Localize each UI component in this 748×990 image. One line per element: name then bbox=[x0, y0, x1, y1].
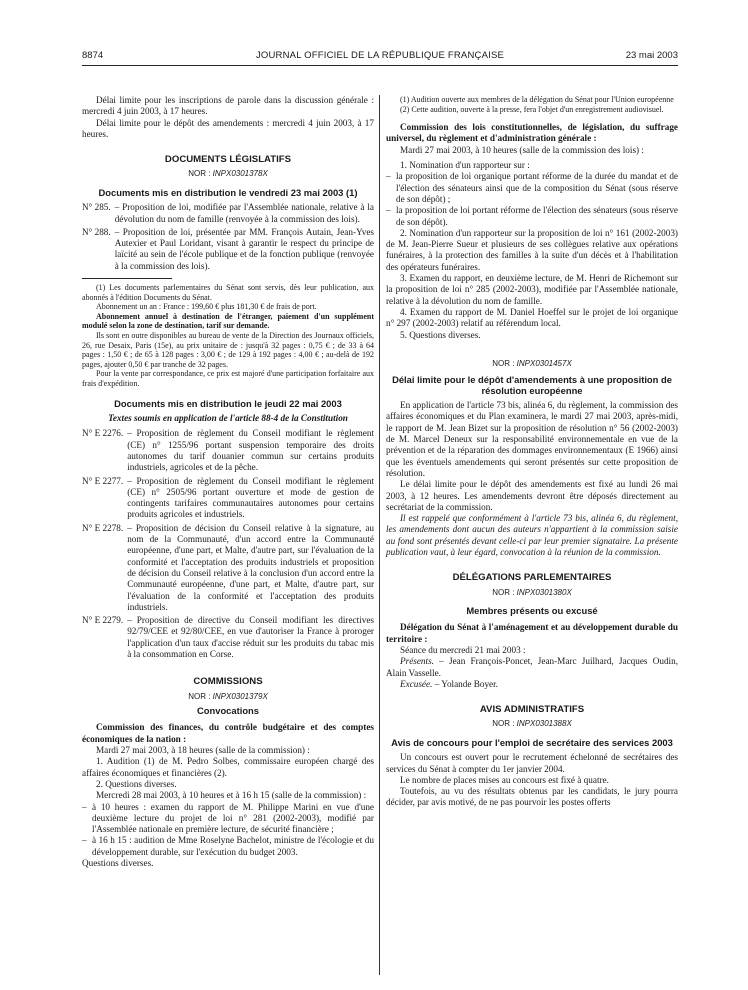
intro-paragraph: Délai limite pour le dépôt des amendements : mercredi 4 juin 2003, à 17 heures. bbox=[82, 117, 374, 139]
section-title-commissions: COMMISSIONS bbox=[193, 676, 263, 688]
convocations-title: Convocations bbox=[197, 704, 259, 716]
agenda-item: 2. Questions diverses. bbox=[96, 778, 177, 789]
distribution-subtitle: Textes soumis en application de l'article 88-4 de la Constitution bbox=[108, 413, 348, 424]
footnote: Abonnement annuel à destination de l'étranger, paiement d'un supplément modulé selon la zone de destination, tarif sur demande. bbox=[82, 311, 374, 331]
intro-paragraph: Délai limite pour les inscriptions de parole dans la discussion générale : mercredi 4 juin 2003, à 17 heures. bbox=[82, 95, 374, 117]
nor-reference: NOR : INPX0301380X bbox=[492, 587, 572, 597]
delai-title: Délai limite pour le dépôt d'amendements à une proposition de résolution européenne bbox=[392, 374, 672, 396]
agenda-item: 5. Questions diverses. bbox=[400, 329, 481, 340]
delegation-name: Délégation du Sénat à l'aménagement et au développement durable du territoire : bbox=[386, 622, 678, 644]
nor-reference: NOR : INPX0301379X bbox=[188, 691, 268, 701]
column-divider bbox=[379, 95, 380, 975]
right-column bbox=[386, 95, 678, 809]
document-item: N° E 2278. – Proposition de décision du Conseil relative à la signature, au nom de la Communauté, d'un accord entre la Communauté européenne, d'une part, et Malte, d'autre part, sur l'évaluation de la conformité et l'acceptation des produits industriels et proposition de décision du Conseil relative à la conclusion d'un accord entre la Communauté européenne, d'une part, et Malte, d'autre part, sur l'évaluation de la conformité et l'acceptation des produits industriels. bbox=[82, 522, 374, 612]
left-column bbox=[82, 95, 374, 869]
nor-reference: NOR : INPX0301378X bbox=[188, 169, 268, 179]
membres-title: Membres présents ou excusé bbox=[466, 604, 598, 616]
body-paragraph: En application de l'article 73 bis, alinéa 6, du règlement, la commission des affaires économiques et du Plan examinera, le mardi 27 mai 2003, après-midi, le rapport de M. Jean Bizet sur la proposition de résolution n° 56 (2002-2003) de M. Marcel Deneux sur la responsabilité environnementale en vue de la prévention et de la réparation des dommages environnementaux (E 1966) ainsi que les éventuels amendements qui seront présentés sur cette proposition de résolution. bbox=[386, 400, 678, 478]
agenda-dash-item: – la proposition de loi portant réforme de l'élection des sénateurs (sous réserve de son dépôt). bbox=[386, 205, 678, 227]
agenda-item: Questions diverses. bbox=[82, 857, 154, 868]
footnote: (2) Cette audition, ouverte à la presse, fera l'objet d'un enregistrement audiovisuel. bbox=[400, 104, 664, 114]
footnote: Pour la vente par correspondance, ce prix est majoré d'une participation forfaitaire aux frais d'expédition. bbox=[82, 369, 374, 388]
footnote: Abonnement un an : France : 199,60 € plus 181,30 € de frais de port. bbox=[96, 302, 317, 312]
agenda-item: 2. Nomination d'un rapporteur sur la proposition de loi n° 161 (2002-2003) de M. Jean-Pierre Sueur et plusieurs de ses collègues relative aux opérations funéraires, à la protection des familles à la suite d'un décès et à l'habilitation des opérateurs funéraires. bbox=[386, 227, 678, 272]
page-header bbox=[82, 50, 678, 64]
section-title-documents: DOCUMENTS LÉGISLATIFS bbox=[164, 154, 292, 166]
agenda-dash-item: – à 10 heures : examen du rapport de M. Philippe Marini en vue d'une deuxième lecture du projet de loi n° 281 (2002-2003), modifié par l'Assemblée nationale en première lecture, de sécurité financière ; bbox=[82, 801, 374, 835]
nor-reference: NOR : INPX0301388X bbox=[492, 719, 572, 729]
commission-name: Commission des finances, du contrôle budgétaire et des comptes économiques de la nation : bbox=[82, 722, 374, 744]
distribution-title: Documents mis en distribution le vendredi 23 mai 2003 (1) bbox=[98, 186, 358, 198]
body-paragraph: Le délai limite pour le dépôt des amendements est fixé au lundi 26 mai 2003, à 12 heures. Les amendements devront être déposés directement au secrétariat de la commission. bbox=[386, 479, 678, 512]
issue-date: 23 mai 2003 bbox=[625, 50, 678, 61]
document-item: N° 285. – Proposition de loi, modifiée par l'Assemblée nationale, relative à la dévolution du nom de famille (renvoyée à la commission des lois). bbox=[82, 202, 374, 224]
footnote: Ils sont en outre disponibles au bureau de vente de la Direction des Journaux officiels, 26, rue Desaix, Paris (15e), au prix unitaire de : jusqu'à 32 pages : 0,75 € ; de 33 à 64 pages : 1,50 € ; de 65 à 128 pages : 3,00 € ; de 129 à 192 pages : 4,00 € ; au-delà de 192 pages, ajouter 0,50 € par tranche de 32 pages. bbox=[82, 331, 374, 369]
distribution-title: Documents mis en distribution le jeudi 22 mai 2003 bbox=[114, 397, 342, 409]
footnote: (1) Les documents parlementaires du Sénat sont servis, dès leur publication, aux abonnés à l'édition Documents du Sénat. bbox=[82, 283, 374, 302]
section-title-avis: AVIS ADMINISTRATIFS bbox=[479, 704, 585, 716]
document-item: N° E 2279. – Proposition de directive du Conseil modifiant les directives 92/79/CEE et 92/80/CEE, en vue d'autoriser la France à proroger l'application d'un taux d'accise réduit sur les produits du tabac mis à la consommation en Corse. bbox=[82, 615, 374, 660]
document-item: N° E 2277. – Proposition de règlement du Conseil modifiant le règlement (CE) n° 2505/96 portant ouverture et mode de gestion de contingents tarifaires communautaires autonomes pour certains produits agricoles et industriels. bbox=[82, 475, 374, 520]
concours-title: Avis de concours pour l'emploi de secrétaire des services 2003 bbox=[391, 736, 673, 748]
document-item: N° 288. – Proposition de loi, présentée par MM. François Autain, Jean-Yves Autexier et Paul Loridant, visant à garantir le respect du principe de laïcité au sein de l'école publique et de la fonction publique (renvoyée à la commission des lois). bbox=[82, 226, 374, 271]
agenda-item: 1. Audition (1) de M. Pedro Solbes, commissaire européen chargé des affaires économiques et financières (2). bbox=[82, 756, 374, 778]
footnote: (1) Audition ouverte aux membres de la délégation du Sénat pour l'Union européenne bbox=[400, 95, 674, 104]
section-title-delegations: DÉLÉGATIONS PARLEMENTAIRES bbox=[452, 572, 612, 584]
commission-name: Commission des lois constitutionnelles, de législation, du suffrage universel, du règlement et d'administration générale : bbox=[386, 122, 678, 144]
agenda-item: 3. Examen du rapport, en deuxième lecture, de M. Henri de Richemont sur la proposition de loi n° 285 (2002-2003), modifiée par l'Assemblée nationale, relative à la dévolution du nom de famille. bbox=[386, 273, 678, 306]
page-number: 8874 bbox=[82, 50, 104, 61]
meeting-time: Mardi 27 mai 2003, à 18 heures (salle de la commission) : bbox=[96, 745, 310, 756]
meeting-time: Mercredi 28 mai 2003, à 10 heures et à 16 h 15 (salle de la commission) : bbox=[96, 790, 367, 801]
agenda-dash-item: – à 16 h 15 : audition de Mme Roselyne Bachelot, ministre de l'écologie et du développement durable, sur l'exécution du budget 2003. bbox=[82, 835, 374, 857]
excuse-line: Excusée. – Yolande Boyer. bbox=[400, 678, 498, 689]
body-paragraph: Il est rappelé que conformément à l'article 73 bis, alinéa 6, du règlement, les amendements dont aucun des auteurs n'appartient à la commission saisie au fond sont présentés devant celle-ci par leur premier signataire. La présente publication vaut, à leur égard, convocation à la réunion de la commission. bbox=[386, 513, 678, 557]
agenda-dash-item: – la proposition de loi organique portant réforme de la durée du mandat et de l'élection des sénateurs ainsi que de la composition du Sénat (sous réserve de son dépôt) ; bbox=[386, 171, 678, 204]
nor-reference: NOR : INPX0301457X bbox=[492, 358, 572, 368]
body-paragraph: Le nombre de places mises au concours est fixé à quatre. bbox=[400, 774, 609, 785]
body-paragraph: Toutefois, au vu des résultats obtenus par les candidats, le jury pourra décider, par avis motivé, de ne pas pourvoir les postes offerts bbox=[386, 786, 678, 808]
header-rule bbox=[82, 65, 678, 66]
presents-line: Présents. – Jean François-Poncet, Jean-Marc Juilhard, Jacques Oudin, Alain Vasselle. bbox=[386, 656, 678, 678]
seance-line: Séance du mercredi 21 mai 2003 : bbox=[400, 644, 526, 655]
agenda-item: 1. Nomination d'un rapporteur sur : bbox=[400, 160, 530, 171]
agenda-item: 4. Examen du rapport de M. Daniel Hoeffel sur le projet de loi organique n° 297 (2002-2003) relatif au référendum local. bbox=[386, 306, 678, 329]
footnotes bbox=[82, 283, 374, 389]
document-item: N° E 2276. – Proposition de règlement du Conseil modifiant le règlement (CE) n° 1255/96 portant suspension temporaire des droits autonomes du tarif douanier commun sur certains produits industriels, agricoles et de la pêche. bbox=[82, 428, 374, 473]
meeting-time: Mardi 27 mai 2003, à 10 heures (salle de la commission des lois) : bbox=[400, 144, 644, 155]
body-paragraph: Un concours est ouvert pour le recrutement échelonné de secrétaires des services du Sénat à compter du 1er janvier 2004. bbox=[386, 752, 678, 774]
footnote-rule bbox=[82, 278, 172, 279]
journal-title: JOURNAL OFFICIEL DE LA RÉPUBLIQUE FRANÇAISE bbox=[255, 50, 505, 61]
